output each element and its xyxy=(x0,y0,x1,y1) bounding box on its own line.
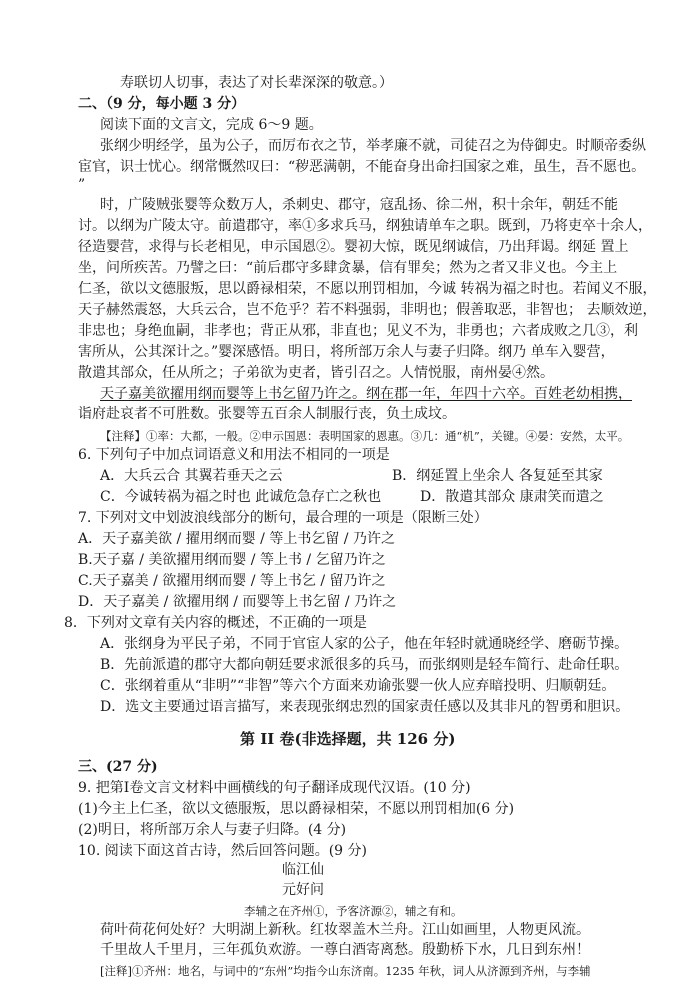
passage-line: ” xyxy=(78,177,86,193)
poem-line: 荷叶荷花何处好？大明湖上新秋。红妆翠盖木兰舟。江山如画里，人物更风流。 xyxy=(100,922,590,938)
wavy-underlined-passage-line: 天子嘉美欲擢用纲而婴等上书乞留乃许之。纲在郡一年，年四十六卒。百姓老幼相携， xyxy=(100,386,632,402)
passage-line: 散遣其部众，任从所之；子弟欲为吏者，皆引召之。人情悦服，南州晏④然。 xyxy=(78,365,554,381)
question-7-option-a: A．天子嘉美欲 / 擢用纲而婴 / 等上书乞留 / 乃许之 xyxy=(78,531,395,547)
question-6-option-c: C．今诚转祸为福之时也 此诚危急存亡之秋也 xyxy=(100,489,382,505)
question-7-option-c: C.天子嘉美 / 欲擢用纲而婴 / 等上书乞 / 留乃许之 xyxy=(78,573,386,589)
passage-line: 诣府赴哀者不可胜数。张婴等五百余人制服行丧，负土成坟。 xyxy=(78,406,456,422)
passage-line: 宦官，识士忧心。纲常慨然叹曰：“秽恶满朝，不能奋身出命扫国家之难，虽生，吾不愿也。 xyxy=(78,159,646,175)
passage-line: 径造婴营，求得与长老相见，申示国恩②。婴初大惊，既见纲诚信，乃出拜谒。纲延 置上 xyxy=(78,239,629,255)
question-7-option-b: B.天子嘉 / 美欲擢用纲而婴 / 等上书 / 乞留乃许之 xyxy=(78,552,386,568)
passage-line: 天子赫然震怒，大兵云合，岂不危乎？若不料强弱，非明也；假善取恶，非智也； 去顺效逆， xyxy=(78,302,657,318)
passage-line: 仁圣，欲以文德服叛，思以爵禄相荣，不愿以刑罚相加，今诚 转祸为福之时也。若闻义不服， xyxy=(78,281,657,297)
question-6-option-b: B．纲延置上坐余人 各复延至其家 xyxy=(392,468,603,484)
section-heading: 三、(27 分) xyxy=(78,759,158,775)
question-8-option-d: D．选文主要通过语言描写，来表现张纲忠烈的国家责任感以及其非凡的智勇和胆识。 xyxy=(100,699,630,715)
question-10: 10. 阅读下面这首古诗，然后回答问题。(9 分) xyxy=(78,843,367,859)
question-8: 8．下列对文章有关内容的概述，不正确的一项是 xyxy=(64,615,367,631)
passage-line: 非忠也；身绝血嗣，非孝也；背正从邪，非直也；见义不为，非勇也；六者成败之几③，利 xyxy=(78,323,638,339)
question-9: 9. 把第Ⅰ卷文言文材料中画横线的句子翻译成现代汉语。(10 分) xyxy=(78,780,471,796)
question-9-part-2: (2)明日，将所部万余人与妻子归降。(4 分) xyxy=(78,822,347,838)
question-9-part-1: (1)今主上仁圣，欲以文德服叛，思以爵禄相荣，不愿以刑罚相加(6 分) xyxy=(78,801,515,817)
question-7-option-d: D．天子嘉美 / 欲擢用纲 / 而婴等上书乞留 / 乃许之 xyxy=(78,594,397,610)
question-6-option-d: D．散遣其部众 康肃笑而遣之 xyxy=(420,489,604,505)
question-8-option-a: A．张纲身为平民子弟，不同于官宦人家的公子，他在年轻时就通晓经学、磨砺节操。 xyxy=(100,636,629,652)
question-6-option-a: A．大兵云合 其翼若垂天之云 xyxy=(100,468,283,484)
passage-line: 讨。以纲为广陵太守。前遣郡守，率①多求兵马，纲独请单车之职。既到，乃将吏卒十余人， xyxy=(78,218,652,234)
volume-title: 第 II 卷(非选择题，共 126 分) xyxy=(240,730,456,748)
poem-preface: 李辅之在齐州①，予客济源②，辅之有和。 xyxy=(244,904,463,918)
passage-line: 害所从，公其深计之。”婴深感悟。明日，将所部万余人与妻子归降。纲乃 单车入婴营， xyxy=(78,344,615,360)
question-7: 7. 下列对文中划波浪线部分的断句，最合理的一项是（限断三处） xyxy=(78,510,488,526)
section-heading: 二、（9 分，每小题 3 分） xyxy=(78,96,246,112)
question-6: 6. 下列句子中加点词语意义和用法不相同的一项是 xyxy=(78,447,390,463)
annotation-note: 【注释】①率：大都，一般。②申示国恩：表明国家的恩惠。③几：通“机”，关键。④晏：安然，太平。 xyxy=(100,429,630,443)
passage-line: 时，广陵贼张婴等众数万人，杀刺史、郡守，寇乱扬、徐二州，积十余年，朝廷不能 xyxy=(100,197,618,213)
poem-annotation: [注释]①齐州：地名，与词中的“东州”均指今山东济南。1235 年秋，词人从济源到齐州，与李辅 xyxy=(100,964,591,978)
instruction-line: 阅读下面的文言文，完成 6～9 题。 xyxy=(100,117,323,133)
poem-author: 元好问 xyxy=(282,882,324,898)
question-8-option-b: B．先前派遣的郡守大都向朝廷要求派很多的兵马，而张纲则是轻车简行、赴命任职。 xyxy=(100,657,629,673)
question-8-option-c: C．张纲着重从“非明”“非智”等六个方面来劝谕张婴一伙人应弃暗投明、归顺朝廷。 xyxy=(100,678,616,694)
passage-line: 张纲少明经学，虽为公子，而厉布衣之节，举孝廉不就，司徒召之为侍御史。时顺帝委纵 xyxy=(100,138,646,154)
poem-title: 临江仙 xyxy=(282,862,324,878)
text-line: 寿联切人切事，表达了对长辈深深的敬意。） xyxy=(120,75,393,91)
passage-line: 坐，问所疾苦。乃譬之曰：“前后郡守多肆贪暴，信有罪矣；然为之者又非义也。今主上 xyxy=(78,260,618,276)
poem-line: 千里故人千里月，三年孤负欢游。一尊白酒寄离愁。殷勤桥下水，几日到东州！ xyxy=(100,942,590,958)
